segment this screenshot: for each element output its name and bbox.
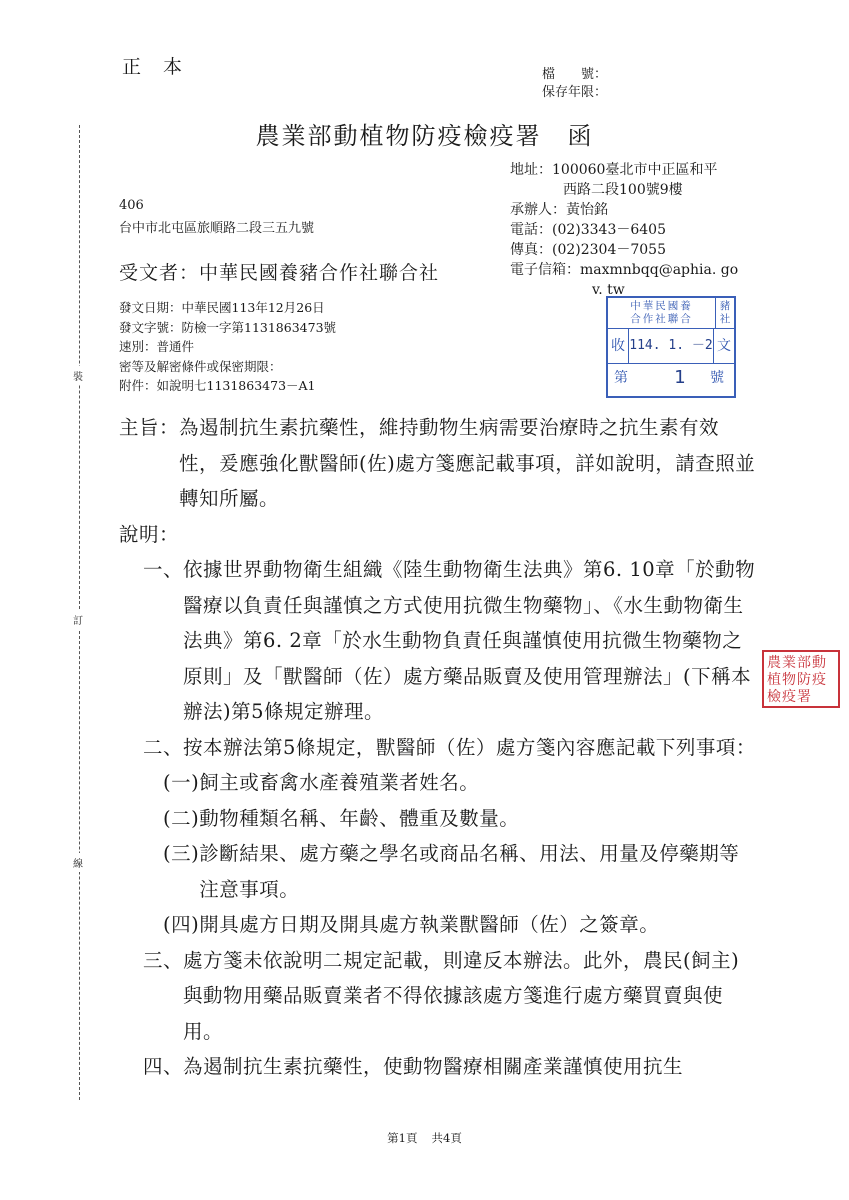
stamp-number-suffix: 號 [710, 370, 724, 386]
sub-item-number: (三) [163, 842, 200, 865]
stamp-side-right: 文 [713, 329, 734, 363]
receiver-address: 台中市北屯區旅順路二段三五九號 [119, 221, 315, 236]
stamp-org-end-bottom: 社 [719, 313, 731, 325]
sub-item-text: 開具處方日期及開具處方執業獸醫師（佐）之簽章。 [199, 913, 660, 936]
sub-item [119, 907, 759, 943]
item-number: 二、 [143, 735, 184, 759]
stamp-date: 114. 1. －2 [629, 338, 713, 353]
sub-item-text: 飼主或畜禽水產養殖業者姓名。 [199, 771, 480, 794]
item-text: 依據世界動物衛生組織《陸生動物衛生法典》第6. 10章「於動物醫療以負責任與謹慎之方式使用抗微生物藥物」、《水生動物衛生法典》第6. 2章「於水生動物負責任與謹慎使用抗微生物藥物之原則」及「獸醫師（佐）處方藥品販賣及使用管理辦法」(下稱本辦法)第5條規定辦理。 [183, 558, 756, 723]
sub-item-text: 動物種類名稱、年齡、體重及數量。 [199, 806, 520, 830]
issue-date: 發文日期：中華民國113年12月26日 [119, 300, 325, 315]
attachment: 附件：如說明七1131863473－A1 [119, 378, 316, 393]
explanation-item [119, 943, 759, 1050]
stamp-org-line2: 合作社聯合 [630, 313, 693, 325]
binding-char-staple: 訂 [73, 610, 83, 629]
subject-text: 為遏制抗生素抗藥性，維持動物生病需要治療時之抗生素有效性，爰應強化獸醫師(佐)處方箋應記載事項，詳如說明，請查照並轉知所屬。 [179, 416, 756, 510]
stamp-number-label: 第 [614, 370, 628, 386]
page-number: 第1頁 [387, 1131, 418, 1145]
recipient: 受文者：中華民國養豬合作社聯合社 [119, 262, 440, 284]
agency-name: 農業部動植物防疫檢疫署 [255, 122, 542, 150]
explanation-item [119, 1049, 759, 1085]
item-text: 處方箋未依說明二規定記載，則違反本辦法。此外，農民(飼主)與動物用藥品販賣業者不得依據該處方箋進行處方藥買賣與使用。 [183, 948, 740, 1043]
email: 電子信箱：maxmnbqq@aphia. go [510, 262, 739, 278]
stamp-org-end-top: 豬 [719, 300, 731, 312]
sub-item-text: 診斷結果、處方藥之學名或商品名稱、用法、用量及停藥期等注意事項。 [199, 842, 740, 901]
archive-info [542, 66, 607, 102]
stamp-number-value: 1 [674, 367, 686, 388]
email-cont: v. tw [592, 282, 625, 298]
item-text: 按本辦法第5條規定，獸醫師（佐）處方箋內容應記載下列事項： [183, 735, 756, 759]
page-footer [0, 1130, 849, 1146]
sub-item-number: (四) [163, 913, 200, 936]
explanation-label: 說明： [119, 522, 180, 546]
document-body [119, 410, 759, 1085]
postal-code: 406 [119, 198, 144, 213]
subject-label: 主旨： [119, 416, 180, 439]
classification: 密等及解密條件或保密期限： [119, 358, 282, 374]
explanation-item [119, 730, 759, 766]
item-number: 一、 [143, 558, 184, 581]
page-total: 共4頁 [431, 1131, 462, 1145]
sender-info [510, 160, 738, 300]
document-title [0, 116, 849, 151]
sub-item-number: (一) [163, 771, 200, 794]
stamp-org-line1: 中華民國養 [630, 300, 693, 312]
delivery-speed: 速別：普通件 [119, 339, 195, 354]
binding-char-line: 線 [73, 853, 83, 872]
red-seal: 農業部動植物防疫檢疫署 [762, 650, 840, 708]
phone: 電話：(02)3343－6405 [510, 222, 666, 238]
copy-label: 正本 [122, 56, 205, 78]
explanation-item [119, 552, 759, 730]
fax: 傳真：(02)2304－7055 [510, 242, 666, 258]
binding-char-bind: 裝 [73, 366, 83, 385]
subject [119, 410, 759, 517]
sub-item [119, 765, 759, 801]
sender-address: 地址：100060臺北市中正區和平 [510, 162, 718, 178]
document-metadata [119, 298, 336, 396]
document-kind: 函 [567, 122, 594, 150]
received-stamp [606, 296, 736, 398]
handler: 承辦人：黃怡銘 [510, 202, 608, 218]
sender-address-cont: 西路二段100號9樓 [563, 182, 683, 198]
item-text: 為遏制抗生素抗藥性，使動物醫療相關產業謹慎使用抗生 [183, 1055, 684, 1078]
sub-item [119, 836, 759, 907]
sub-item-number: (二) [163, 806, 200, 830]
item-number: 四、 [143, 1055, 184, 1078]
document-number: 發文字號：防檢一字第1131863473號 [119, 319, 337, 335]
retention-period-label: 保存年限： [542, 85, 608, 100]
stamp-side-left: 收 [608, 329, 629, 363]
sub-item [119, 801, 759, 837]
item-number: 三、 [143, 948, 184, 972]
archive-number-label: 檔 號： [542, 67, 608, 82]
